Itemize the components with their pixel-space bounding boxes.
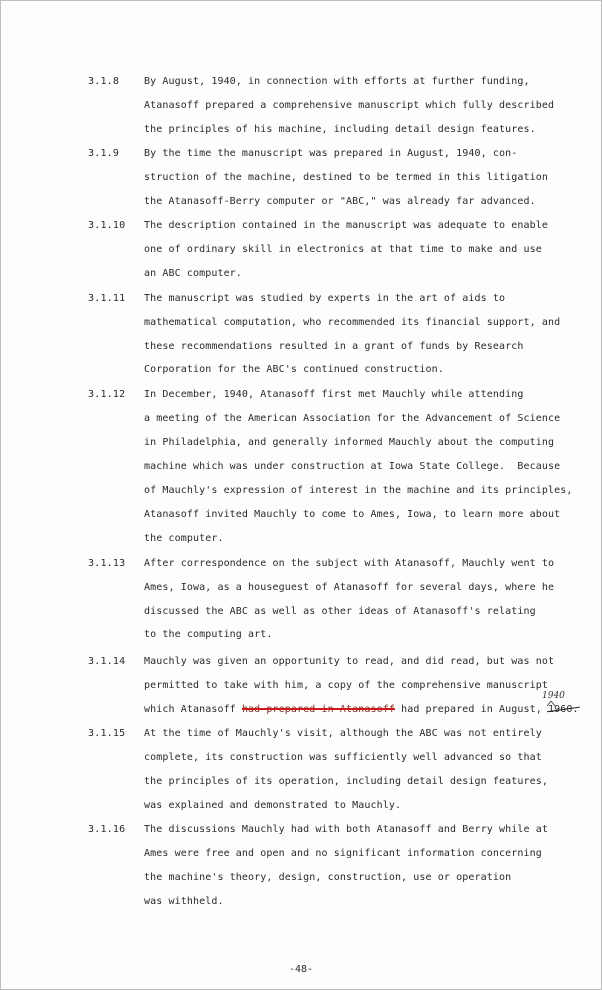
paragraph-line: was explained and demonstrated to Mauchly. <box>144 800 402 811</box>
paragraph-line: struction of the machine, destined to be termed in this litigation <box>144 172 548 183</box>
paragraph-line: discussed the ABC as well as other ideas of Atanasoff's relating <box>144 606 536 617</box>
paragraph-number: 3.1.13 <box>88 558 126 569</box>
paragraph-number: 3.1.10 <box>88 220 126 231</box>
paragraph-line: By the time the manuscript was prepared in August, 1940, con- <box>144 148 518 159</box>
paragraph-line: mathematical computation, who recommended its financial support, and <box>144 317 561 328</box>
paragraph-line: In December, 1940, Atanasoff first met Mauchly while attending <box>144 389 524 400</box>
paragraph-line: these recommendations resulted in a grant of funds by Research <box>144 341 524 352</box>
paragraph-line: Corporation for the ABC's continued construction. <box>144 364 444 375</box>
paragraph-line: Mauchly was given an opportunity to read, and did read, but was not <box>144 656 555 667</box>
paragraph-line: Atanasoff prepared a comprehensive manuscript which fully described <box>144 100 555 111</box>
paragraph-line: was withheld. <box>144 896 224 907</box>
paragraph-line: The manuscript was studied by experts in the art of aids to <box>144 293 506 304</box>
paragraph-line: Atanasoff invited Mauchly to come to Ames, Iowa, to learn more about <box>144 509 561 520</box>
paragraph-line: Ames were free and open and no significant information concerning <box>144 848 542 859</box>
paragraph-line: The description contained in the manuscript was adequate to enable <box>144 220 548 231</box>
handwritten-year-correction: 1940 <box>542 691 565 701</box>
paragraph-line: The discussions Mauchly had with both Atanasoff and Berry while at <box>144 824 548 835</box>
paragraph-line: the principles of its operation, including detail design features, <box>144 776 548 787</box>
paragraph-number: 3.1.11 <box>88 293 126 304</box>
struck-year: 1960. <box>547 704 579 715</box>
paragraph-number: 3.1.14 <box>88 656 126 667</box>
insert-caret-icon <box>547 701 555 706</box>
paragraph-line: the machine's theory, design, construction, use or operation <box>144 872 512 883</box>
line-text: which Atanasoff <box>144 704 242 715</box>
paragraph-number: 3.1.8 <box>88 76 120 87</box>
paragraph-line: Ames, Iowa, as a houseguest of Atanasoff for several days, where he <box>144 582 555 593</box>
struck-text: had prepared in Atanasoff <box>241 704 395 715</box>
paragraph-line: of Mauchly's expression of interest in the machine and its principles, <box>144 485 573 496</box>
paragraph-line: machine which was under construction at Iowa State College. Because <box>144 461 561 472</box>
paragraph-number: 3.1.9 <box>88 148 120 159</box>
paragraph-line: the computer. <box>144 533 224 544</box>
paragraph-line: By August, 1940, in connection with efforts at further funding, <box>144 76 530 87</box>
line-text: had prepared in August, <box>394 704 548 715</box>
paragraph-line: At the time of Mauchly's visit, although the ABC was not entirely <box>144 728 542 739</box>
paragraph-line-with-edit <box>144 704 579 715</box>
paragraph-line: an ABC computer. <box>144 268 242 279</box>
paragraph-number: 3.1.12 <box>88 389 126 400</box>
paragraph-line: the principles of his machine, including detail design features. <box>144 124 536 135</box>
paragraph-number: 3.1.16 <box>88 824 126 835</box>
paragraph-line: to the computing art. <box>144 629 273 640</box>
paragraph-number: 3.1.15 <box>88 728 126 739</box>
paragraph-line: a meeting of the American Association for the Advancement of Science <box>144 413 561 424</box>
paragraph-line: one of ordinary skill in electronics at that time to make and use <box>144 244 542 255</box>
paragraph-line: After correspondence on the subject with Atanasoff, Mauchly went to <box>144 558 555 569</box>
paragraph-line: the Atanasoff-Berry computer or "ABC," was already far advanced. <box>144 196 536 207</box>
page-number: -48- <box>288 964 314 975</box>
paragraph-line: in Philadelphia, and generally informed Mauchly about the computing <box>144 437 555 448</box>
paragraph-line: complete, its construction was sufficiently well advanced so that <box>144 752 542 763</box>
paragraph-line: permitted to take with him, a copy of the comprehensive manuscript <box>144 680 548 691</box>
